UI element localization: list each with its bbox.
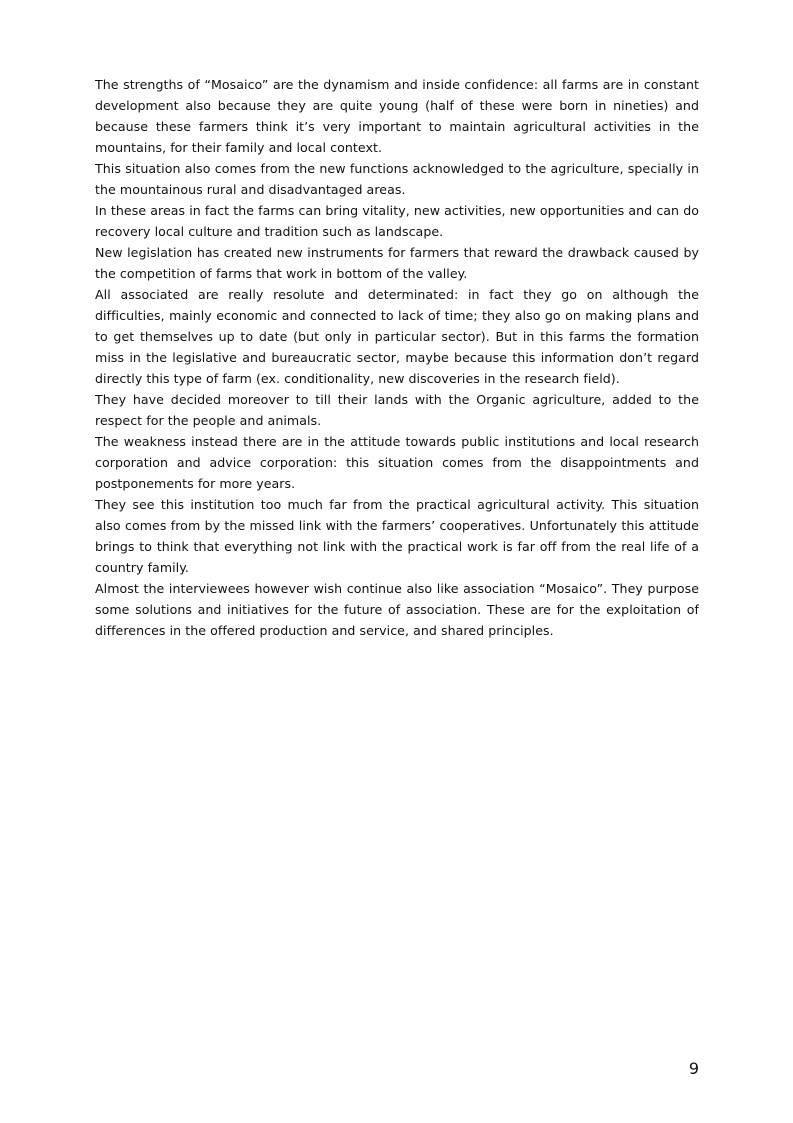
page-number: 9 [688, 1059, 699, 1078]
body-text [95, 74, 699, 641]
paragraph-associated: All associated are really resolute and determinated: in fact they go on although the difficulties, mainly economic and connected to lack of time; they also go on making plans and to get themselves up to date (but only in particular sector). But in this farms the formation miss in the legislative and bureaucratic sector, maybe because this information don’t regard directly this type of farm (ex. conditionality, new discoveries in the research field). [95, 287, 699, 386]
paragraph-vitality: In these areas in fact the farms can bring vitality, new activities, new opportunities and can do recovery local culture and tradition such as landscape. [95, 203, 699, 239]
paragraph-new-functions: This situation also comes from the new functions acknowledged to the agriculture, specially in the mountainous rural and disadvantaged areas. [95, 161, 699, 197]
paragraph-strengths: The strengths of “Mosaico” are the dynamism and inside confidence: all farms are in constant development also because they are quite young (half of these were born in nineties) and because these farmers think it’s very important to maintain agricultural activities in the mountains, for their family and local context. [95, 77, 699, 155]
paragraph-organic: They have decided moreover to till their lands with the Organic agriculture, added to the respect for the people and animals. [95, 392, 699, 428]
paragraph-weakness: The weakness instead there are in the attitude towards public institutions and local research corporation and advice corporation: this situation comes from the disappointments and postponements for more years. [95, 434, 699, 491]
paragraph-legislation: New legislation has created new instruments for farmers that reward the drawback caused by the competition of farms that work in bottom of the valley. [95, 245, 699, 281]
paragraph-future: Almost the interviewees however wish continue also like association “Mosaico”. They purpose some solutions and initiatives for the future of association. These are for the exploitation of differences in the offered production and service, and shared principles. [95, 581, 699, 638]
paragraph-institution: They see this institution too much far from the practical agricultural activity. This situation also comes from by the missed link with the farmers’ cooperatives. Unfortunately this attitude brings to think that everything not link with the practical work is far off from the real life of a country family. [95, 497, 699, 575]
